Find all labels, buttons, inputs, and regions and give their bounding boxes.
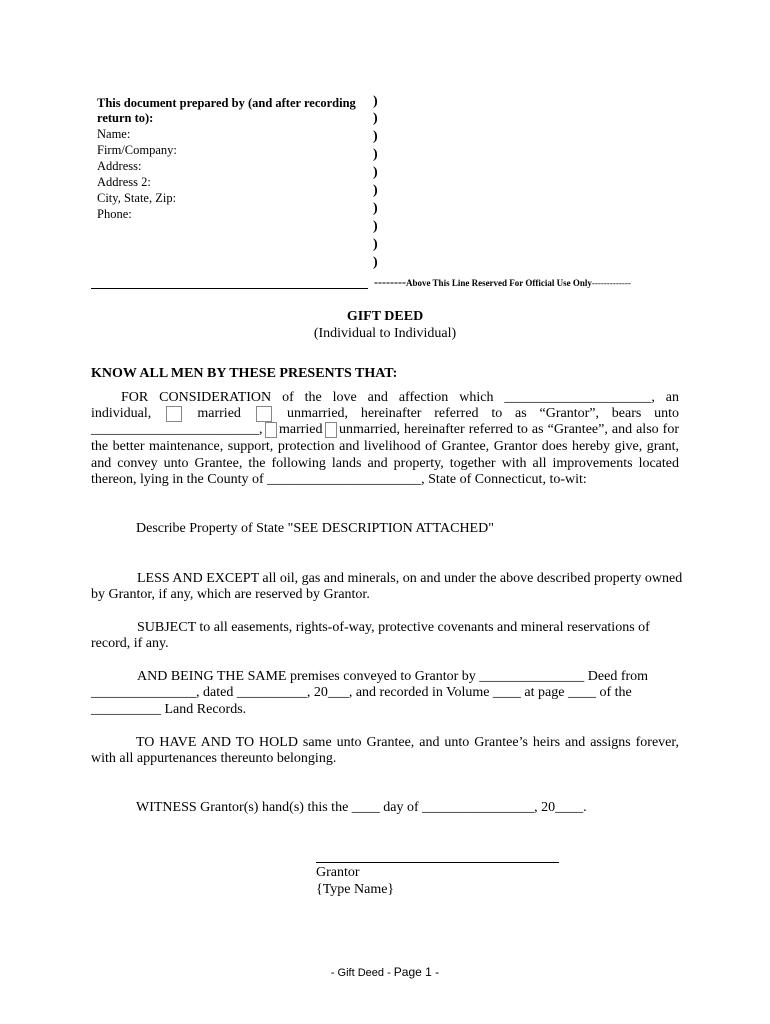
signature-line[interactable] <box>316 862 559 863</box>
address-label: Address: <box>97 159 142 173</box>
grantee-unmarried-checkbox[interactable] <box>325 422 337 438</box>
habendum-line-1: TO HAVE AND TO HOLD same unto Grantee, and unto Grantee’s heirs and assigns forever, <box>136 735 679 750</box>
being-same-line-3: __________ Land Records. <box>91 702 247 717</box>
habendum-line-2: with all appurtenances thereunto belonging. <box>91 751 337 766</box>
consideration-line-5: and convey unto Grantee, the following lands and property, together with all improvements located <box>91 456 679 471</box>
consideration-line-2 <box>91 406 679 422</box>
witness-line: WITNESS Grantor(s) hand(s) this the ____ day of ________________, 20____. <box>136 800 587 815</box>
paren-10: ) <box>373 255 378 270</box>
document-subtitle: (Individual to Individual) <box>313 326 457 341</box>
grantee-blank: ________________________, <box>91 422 263 437</box>
paren-7: ) <box>373 201 378 216</box>
page-footer <box>0 965 770 979</box>
reserved-tail: ------------- <box>591 278 631 288</box>
being-same-line-1: AND BEING THE SAME premises conveyed to Grantor by _______________ Deed from <box>137 669 649 684</box>
paren-4: ) <box>373 147 378 162</box>
grantee-married-checkbox[interactable] <box>265 422 277 438</box>
prepared-by-label: This document prepared by (and after recording <box>97 96 356 110</box>
grantee-married-label: married <box>278 422 323 437</box>
grantor-signature-label: Grantor <box>316 865 360 880</box>
less-except-line-1: LESS AND EXCEPT all oil, gas and minerals, on and under the above described property owned <box>137 571 683 586</box>
paren-8: ) <box>373 219 378 234</box>
subject-line-1: SUBJECT to all easements, rights-of-way, protective covenants and mineral reservations of <box>137 620 650 635</box>
firm-label: Firm/Company: <box>97 143 177 157</box>
paren-9: ) <box>373 237 378 252</box>
consideration-line-3 <box>91 422 679 438</box>
grantor-unmarried-text: unmarried, hereinafter referred to as “Grantor”, bears unto <box>287 406 679 421</box>
grantor-married-label: married <box>197 406 241 421</box>
paren-1: ) <box>373 94 378 109</box>
paren-2: ) <box>373 111 378 126</box>
footer-doc-name: - Gift Deed - <box>330 967 394 979</box>
grantor-unmarried-checkbox[interactable] <box>256 406 272 422</box>
property-description: Describe Property of State "SEE DESCRIPTION ATTACHED" <box>136 521 494 536</box>
grantee-unmarried-text: unmarried, hereinafter referred to as “Grantee”, and also for <box>339 422 679 437</box>
return-to-label: return to): <box>97 111 154 125</box>
official-use-line <box>374 275 631 291</box>
individual-label: individual, <box>91 406 152 421</box>
footer-page-number: Page 1 - <box>393 965 440 979</box>
consideration-line-4: the better maintenance, support, protection and livelihood of Grantee, Grantor does hereby give, grant, <box>91 439 679 454</box>
consideration-line-1: FOR CONSIDERATION of the love and affection which _____________________, an <box>121 390 679 405</box>
being-same-line-2: _______________, dated __________, 20___, and recorded in Volume ____ at page ____ of the <box>91 685 632 700</box>
grantor-married-checkbox[interactable] <box>166 406 182 422</box>
subject-line-2: record, if any. <box>91 636 169 651</box>
reserved-text: Above This Line Reserved For Official Use Only <box>405 278 592 288</box>
paren-5: ) <box>373 165 378 180</box>
paren-6: ) <box>373 183 378 198</box>
city-state-zip-label: City, State, Zip: <box>97 191 177 205</box>
name-label: Name: <box>97 127 131 141</box>
reserved-dashes: -------- <box>374 275 406 289</box>
phone-label: Phone: <box>97 207 132 221</box>
paren-3: ) <box>373 129 378 144</box>
less-except-line-2: by Grantor, if any, which are reserved by Grantor. <box>91 587 370 602</box>
header-rule <box>91 288 368 289</box>
address2-label: Address 2: <box>97 175 151 189</box>
know-all-heading: KNOW ALL MEN BY THESE PRESENTS THAT: <box>91 366 398 381</box>
document-title: GIFT DEED <box>346 309 424 324</box>
consideration-line-6: thereon, lying in the County of ______________________, State of Connecticut, to-wit: <box>91 472 587 487</box>
grantor-type-name: {Type Name} <box>316 882 395 897</box>
